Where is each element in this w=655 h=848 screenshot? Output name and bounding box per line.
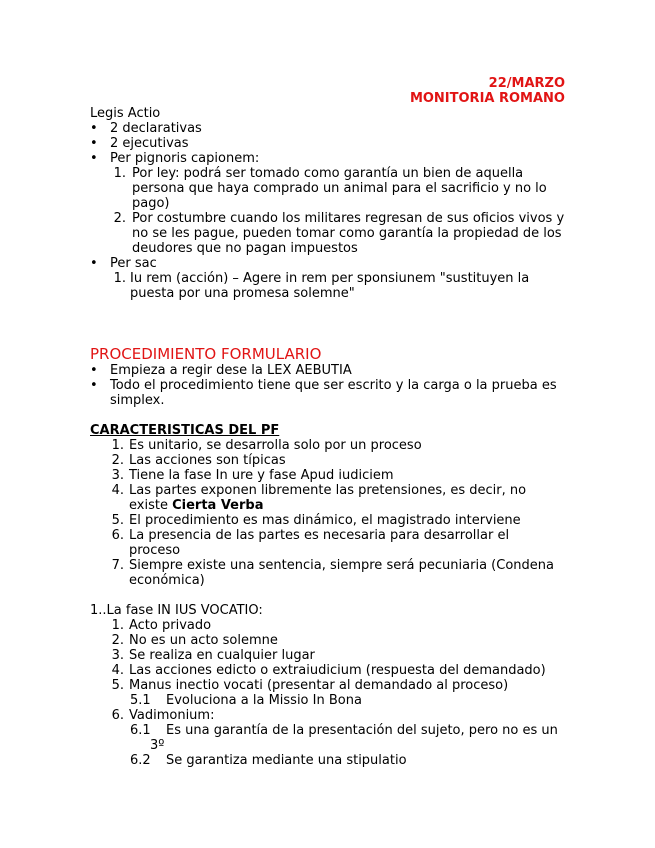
fase-item: Manus inectio vocati (presentar al demandado al proceso) — [129, 678, 509, 693]
bullet-icon: • — [90, 151, 98, 166]
header-date: 22/MARZO — [488, 76, 565, 91]
sub-number: 6.2 — [130, 753, 151, 768]
list-number: 3. — [111, 648, 124, 663]
caracteristica-text: Las partes exponen libremente las pretensiones, es decir, no existe — [129, 483, 527, 513]
header-subject: MONITORIA ROMANO — [409, 91, 565, 106]
list-number: 2. — [113, 211, 126, 226]
bullet-icon: • — [90, 256, 98, 271]
fase-subitem: Es una garantía de la presentación del sujeto, pero no es un 3º — [150, 723, 558, 753]
pignoris-item-1: Por ley: podrá ser tomado como garantía un bien de aquella persona que haya comprado un animal para el sacrificio y no lo pago) — [132, 166, 547, 211]
fase-title: 1..La fase IN IUS VOCATIO: — [90, 603, 263, 618]
caracteristica-item: El procedimiento es mas dinámico, el magistrado interviene — [129, 513, 521, 528]
fase-item: Las acciones edicto o extraiudicium (respuesta del demandado) — [129, 663, 546, 678]
list-number: 4. — [111, 483, 124, 498]
sub-number: 5.1 — [130, 693, 151, 708]
fase-item: Se realiza en cualquier lugar — [129, 648, 315, 663]
bullet-icon: • — [90, 136, 98, 151]
list-number: 2. — [111, 633, 124, 648]
cierta-verba: Cierta Verba — [172, 498, 264, 513]
caracteristica-item: La presencia de las partes es necesaria para desarrollar el proceso — [129, 528, 510, 558]
caracteristica-item: Las acciones son típicas — [129, 453, 286, 468]
fase-subitem: Evoluciona a la Missio In Bona — [166, 693, 362, 708]
list-number: 2. — [111, 453, 124, 468]
legis-bullet-2: 2 ejecutivas — [110, 136, 189, 151]
list-number: 1. — [111, 438, 124, 453]
caracteristica-item: Es unitario, se desarrolla solo por un proceso — [129, 438, 422, 453]
formulario-bullet-2: Todo el procedimiento tiene que ser escrito y la carga o la prueba es simplex. — [110, 378, 557, 408]
formulario-title: PROCEDIMIENTO FORMULARIO — [90, 345, 322, 363]
list-number: 5. — [111, 513, 124, 528]
sub-number: 6.1 — [130, 723, 151, 738]
fase-item: Vadimonium: — [129, 708, 215, 723]
legis-title: Legis Actio — [90, 106, 161, 121]
bullet-icon: • — [90, 121, 98, 136]
fase-item: No es un acto solemne — [129, 633, 278, 648]
legis-bullet-3: Per pignoris capionem: — [110, 151, 260, 166]
caracteristicas-title: CARACTERISTICAS DEL PF — [90, 423, 280, 438]
list-number: 6. — [111, 708, 124, 723]
list-number: 1. — [113, 271, 126, 286]
legis-bullet-1: 2 declarativas — [110, 121, 202, 136]
caracteristica-item — [129, 483, 529, 513]
fase-subitem: Se garantiza mediante una stipulatio — [166, 753, 407, 768]
bullet-icon: • — [90, 363, 98, 378]
sac-bullet: Per sac — [110, 256, 157, 271]
list-number: 3. — [111, 468, 124, 483]
list-number: 1. — [113, 166, 126, 181]
fase-item: Acto privado — [129, 618, 212, 633]
pignoris-item-2: Por costumbre cuando los militares regresan de sus oficios vivos y no se les pague, pueden tomar como garantía la propiedad de los deudores que no pagan impuestos — [132, 211, 565, 256]
bullet-icon: • — [90, 378, 98, 393]
list-number: 7. — [111, 558, 124, 573]
list-number: 5. — [111, 678, 124, 693]
list-number: 4. — [111, 663, 124, 678]
list-number: 1. — [111, 618, 124, 633]
caracteristica-item: Tiene la fase In ure y fase Apud iudiciem — [129, 468, 394, 483]
formulario-bullet-1: Empieza a regir dese la LEX AEBUTIA — [110, 363, 352, 378]
list-number: 6. — [111, 528, 124, 543]
caracteristica-item: Siempre existe una sentencia, siempre será pecuniaria (Condena económica) — [129, 558, 554, 588]
sac-item-1: Iu rem (acción) – Agere in rem per sponsiunem "sustituyen la puesta por una promesa solemne" — [130, 271, 530, 301]
